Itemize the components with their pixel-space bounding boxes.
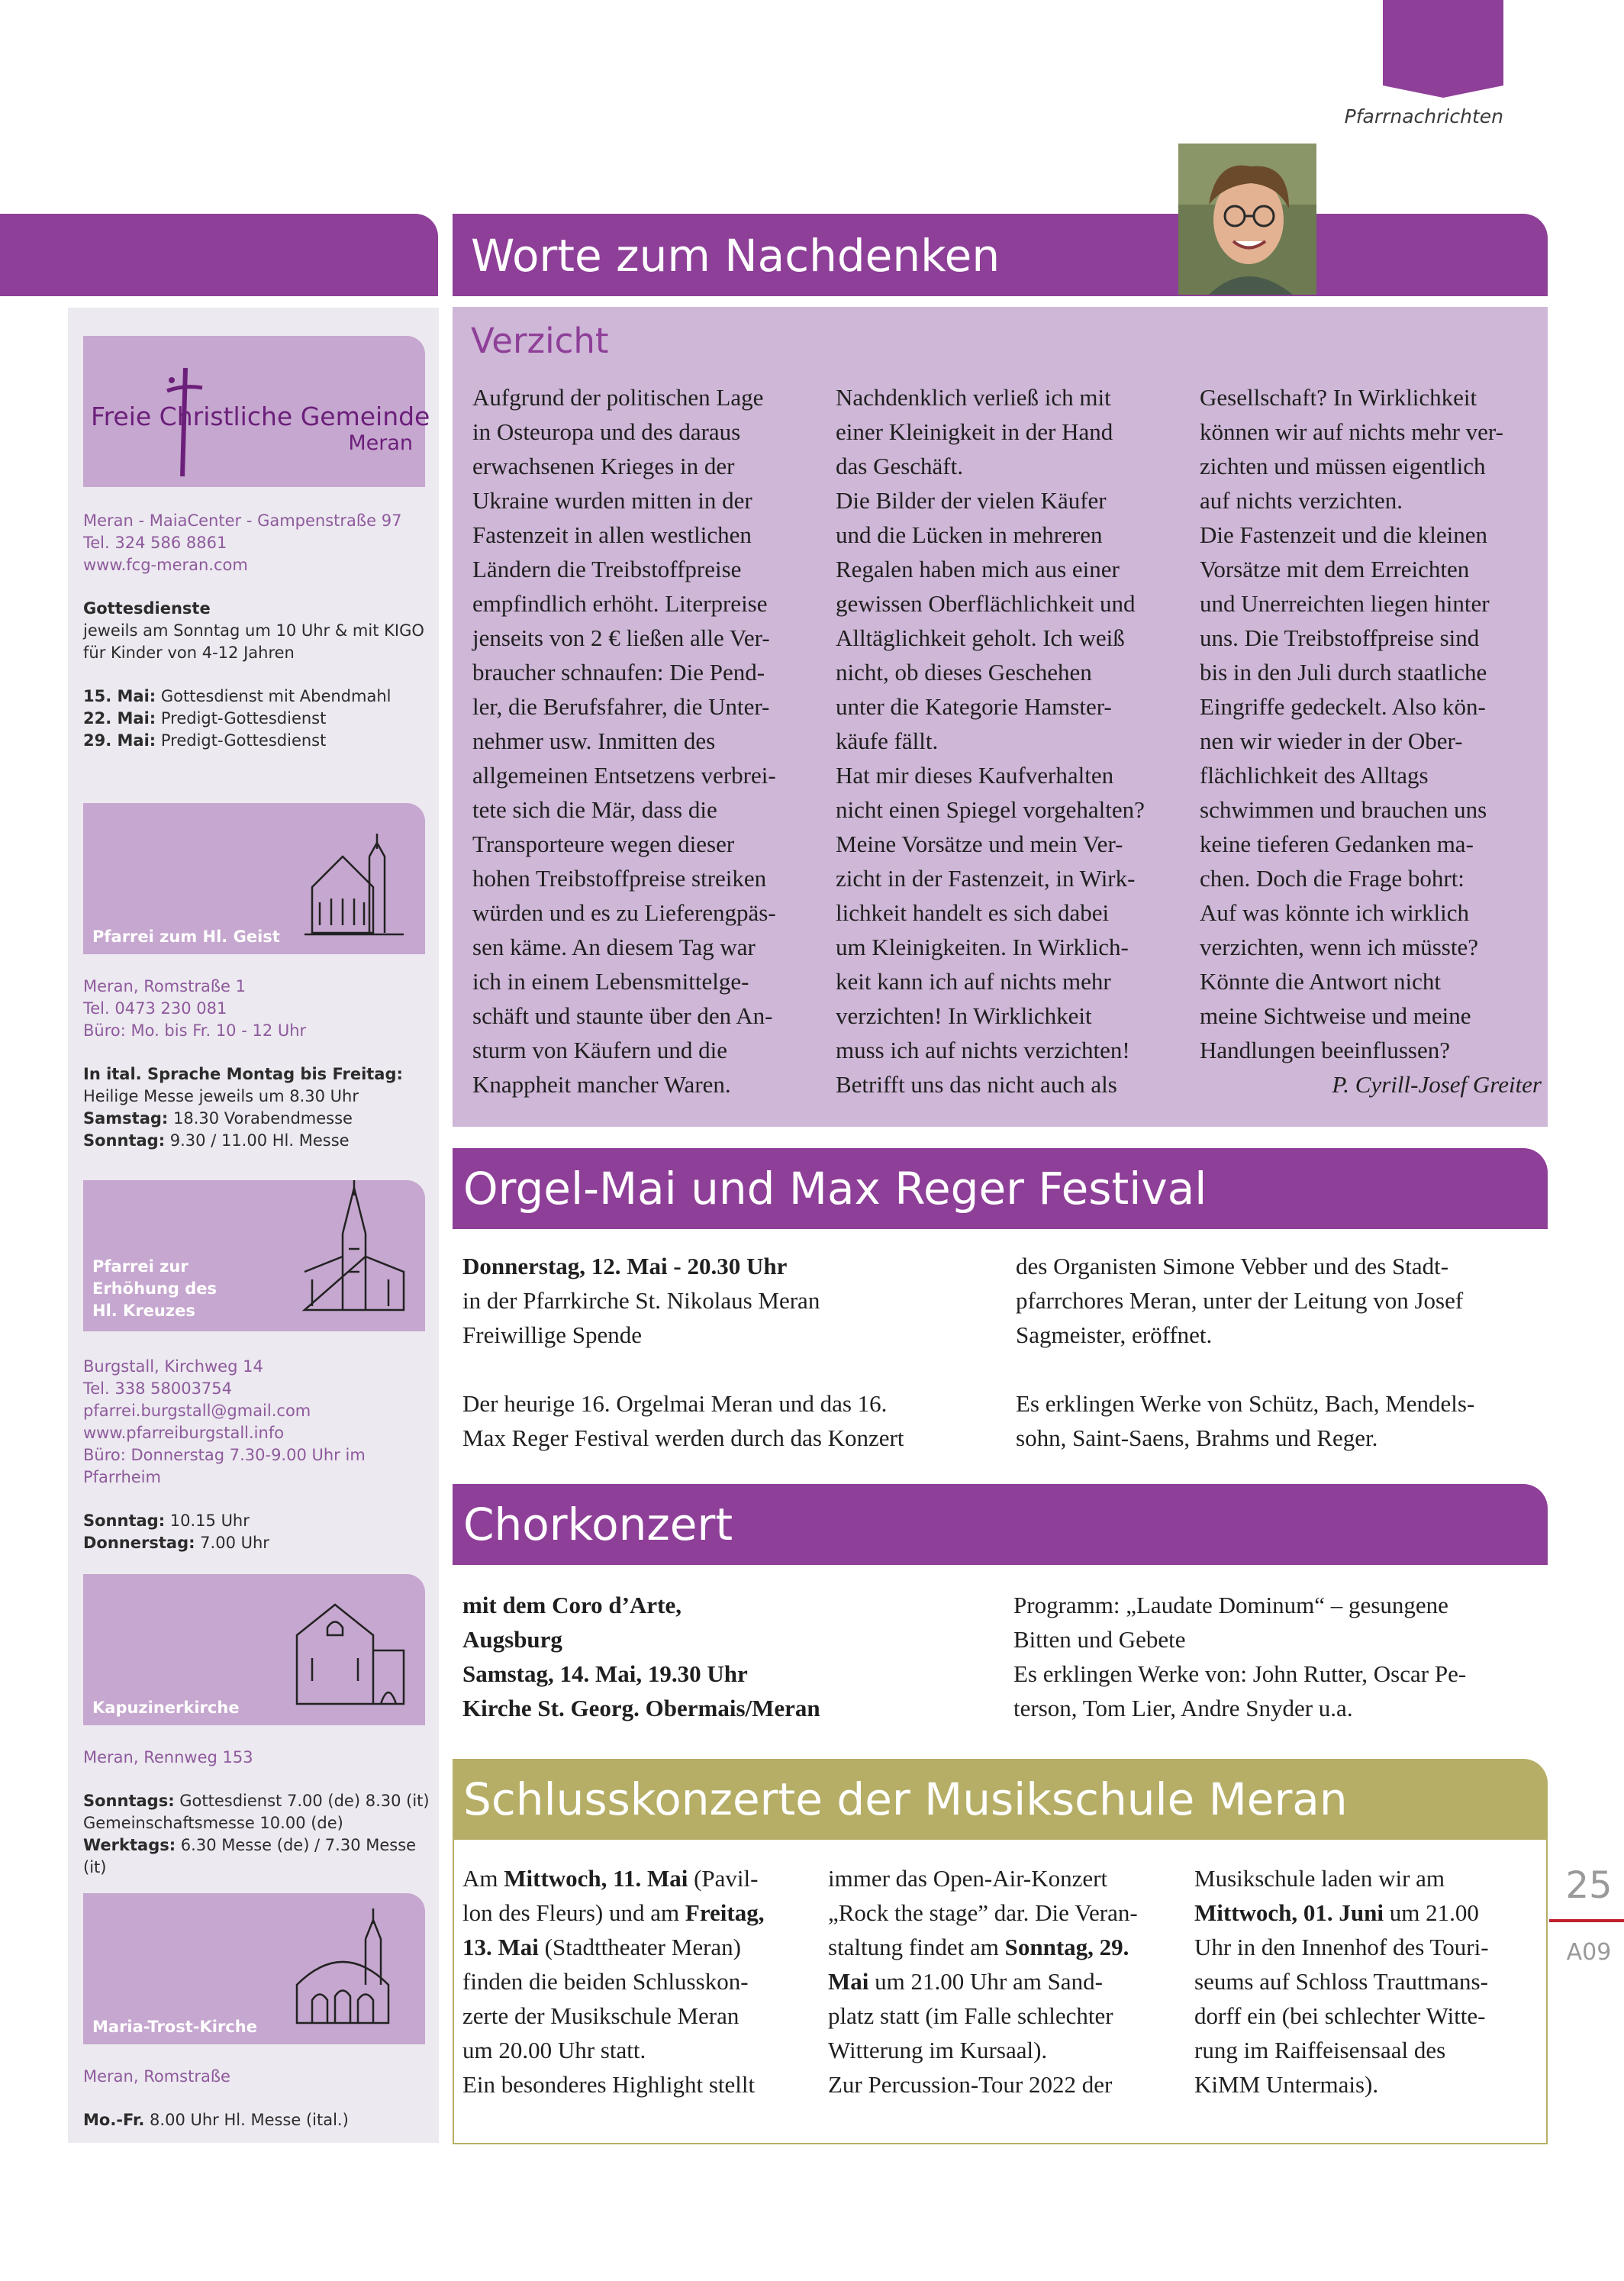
church-sketch-icon xyxy=(304,826,411,940)
worte-col3: Gesellschaft? In Wirklichkeit können wir auf nichts mehr ver- zichten und müssen eigentlich auf nichts verzichten. Die Fastenzeit und die kleinen Vorsätze mit dem Erreichten und Unerreichten liegen hinter uns. Die Treibstoffpreise sind bis in den Juli durch staatliche Eingriffe gedeckelt. Also kön- nen wir wieder in der Ober- flächlichkeit des Alltags schwimmen und brauchen uns keine tieferen Gedanken ma- chen. Doch die Frage bohrt: Auf was könnte ich wirklich verzichten, wenn ich müsste? Könnte die Antwort nicht meine Sichtweise und meine Handlungen beeinflussen? P. Cyrill-Josef Greiter xyxy=(1200,380,1542,1102)
fcg-services-title: Gottesdienste xyxy=(83,599,211,618)
kapuziner-info xyxy=(83,1747,434,1879)
author-photo xyxy=(1178,144,1316,295)
chor-col2: Programm: „Laudate Dominum“ – gesungene Bitten und Gebete Es erklingen Werke von: John Rutter, Oscar Pe- terson, Tom Lier, Andre Snyder u.a. xyxy=(1013,1592,1467,1721)
kapuziner-card xyxy=(83,1574,425,1725)
geist-info xyxy=(83,976,434,1152)
mariatrost-label: Maria-Trost-Kirche xyxy=(92,2018,257,2036)
kreuz-office: Büro: Donnerstag 7.30-9.00 Uhr im Pfarrheim xyxy=(83,1446,366,1486)
musik-col2: immer das Open-Air-Konzert „Rock the stage” dar. Die Veran- staltung findet am Sonntag, 29. Mai um 21.00 Uhr am Sand- platz statt (im Falle schlechter Witterung im Kursaal). Zur Percussion-Tour 2022 der xyxy=(828,1865,1138,2098)
kreuz-address: Burgstall, Kirchweg 14 xyxy=(83,1357,263,1376)
geist-card xyxy=(83,803,425,954)
kapuziner-label: Kapuzinerkirche xyxy=(92,1699,240,1717)
mariatrost-mo: Mo.-Fr. 8.00 Uhr Hl. Messe (ital.) xyxy=(83,2111,349,2129)
basilica-sketch-icon xyxy=(289,1908,411,2031)
church-tower-sketch-icon xyxy=(297,1180,411,1318)
orgel-col2: des Organisten Simone Vebber und des Stadt- pfarrchores Meran, unter der Leitung von Josef Sagmeister, eröffnet. Es erklingen Werke von Schütz, Bach, Mendels- sohn, Saint-Saens, Brahms und Reger. xyxy=(1016,1253,1475,1451)
geist-line1: Heilige Messe jeweils um 8.30 Uhr xyxy=(83,1087,359,1105)
mariatrost-address: Meran, Romstraße xyxy=(83,2067,230,2086)
chapel-sketch-icon xyxy=(289,1589,411,1712)
fcg-event: 22. Mai: Predigt-Gottesdienst xyxy=(83,709,327,728)
mariatrost-card xyxy=(83,1893,425,2044)
worte-col1: Aufgrund der politischen Lage in Osteuropa und des daraus erwachsenen Krieges in der Ukraine wurden mitten in der Fastenzeit in allen westlichen Ländern die Treibstoffpreise empfindlich erhöht. Literpreise jenseits von 2 € ließen alle Ver- braucher schnaufen: Die Pend- ler, die Berufsfahrer, die Unter- nehmer usw. Inmitten des allgemeinen Entsetzens verbrei- tete sich die Mär, dass die Transporteure wegen dieser hohen Treibstoffpreise streiken würden und es zu Lieferengpäs- sen käme. An diesem Tag war ich in einem Lebensmittelge- schäft und staunte über den An- sturm von Käufern und die Knappheit mancher Waren. xyxy=(472,384,776,1098)
geist-bold1: In ital. Sprache Montag bis Freitag: xyxy=(83,1065,403,1083)
chor-header xyxy=(453,1484,1548,1565)
page-rule xyxy=(1549,1919,1624,1922)
geist-address: Meran, Romstraße 1 xyxy=(83,977,246,995)
kreuz-tel[interactable]: Tel. 338 58003754 xyxy=(83,1379,233,1398)
orgel-title: Orgel-Mai und Max Reger Festival xyxy=(463,1163,1207,1215)
fcg-tel[interactable]: Tel. 324 586 8861 xyxy=(83,534,227,552)
fcg-logo-card xyxy=(83,336,430,487)
geist-sat: Samstag: 18.30 Vorabendmesse xyxy=(83,1109,353,1128)
orgel-header xyxy=(453,1148,1548,1229)
kapuziner-line2: Gemeinschaftsmesse 10.00 (de) xyxy=(83,1814,343,1832)
kreuz-thu: Donnerstag: 7.00 Uhr xyxy=(83,1534,269,1552)
fcg-logo xyxy=(91,402,430,455)
kapuziner-work: Werktags: 6.30 Messe (de) / 7.30 Messe (it) xyxy=(83,1836,417,1876)
worte-title: Worte zum Nachdenken xyxy=(471,230,1000,282)
geist-office: Büro: Mo. bis Fr. 10 - 12 Uhr xyxy=(83,1021,307,1040)
fcg-address: Meran - MaiaCenter - Gampenstraße 97 xyxy=(83,511,402,530)
orgel-col1: Donnerstag, 12. Mai - 20.30 Uhr in der Pfarrkirche St. Nikolaus Meran Freiwillige Spende Der heurige 16. Orgelmai Meran und das 16. Max Reger Festival werden durch das Konzert xyxy=(462,1249,997,1455)
musik-title: Schlusskonzerte der Musikschule Meran xyxy=(463,1773,1348,1825)
kreuz-sun: Sonntag: 10.15 Uhr xyxy=(83,1512,250,1530)
kreuz-label: Pfarrei zur Erhöhung des Hl. Kreuzes xyxy=(92,1257,218,1320)
kreuz-info xyxy=(83,1356,434,1554)
cross-logo-icon xyxy=(163,362,207,478)
worte-header xyxy=(453,214,1548,296)
kapuziner-address: Meran, Rennweg 153 xyxy=(83,1748,253,1766)
geist-label: Pfarrei zum Hl. Geist xyxy=(92,928,280,946)
page-code: A09 xyxy=(1566,1939,1612,1966)
fcg-event: 29. Mai: Predigt-Gottesdienst xyxy=(83,731,327,750)
chor-col1: mit dem Coro d’Arte, Augsburg Samstag, 14. Mai, 19.30 Uhr Kirche St. Georg. Obermais/Meran xyxy=(462,1592,820,1721)
author-portrait xyxy=(1178,144,1316,295)
fcg-web[interactable]: www.fcg-meran.com xyxy=(83,556,248,574)
geist-sun: Sonntag: 9.30 / 11.00 Hl. Messe xyxy=(83,1131,350,1150)
geist-tel[interactable]: Tel. 0473 230 081 xyxy=(83,999,227,1018)
worte-col2: Nachdenklich verließ ich mit einer Kleinigkeit in der Hand das Geschäft. Die Bilder der vielen Käufer und die Lücken in mehreren Regalen haben mich aus einer gewissen Oberflächlichkeit und Alltäglichkeit geholt. Ich weiß nicht, ob dieses Geschehen unter die Kategorie Hamster- käufe fällt. Hat mir dieses Kaufverhalten nicht einen Spiegel vorgehalten? Meine Vorsätze und mein Ver- zicht in der Fastenzeit, in Wirk- lichkeit handelt es sich dabei um Kleinigkeiten. In Wirklich- keit kann ich auf nichts mehr verzichten! In Wirklichkeit muss ich auf nichts verzichten! Betrifft uns das nicht auch als xyxy=(836,384,1145,1098)
page-number: 25 xyxy=(1565,1864,1613,1907)
kreuz-web[interactable]: www.pfarreiburgstall.info xyxy=(83,1424,285,1442)
musik-header xyxy=(453,1759,1548,1840)
worte-subtitle: Verzicht xyxy=(471,321,609,361)
section-label: Pfarrnachrichten xyxy=(1344,105,1503,127)
kreuz-email[interactable]: pfarrei.burgstall@gmail.com xyxy=(83,1402,311,1420)
mariatrost-info xyxy=(83,2066,434,2131)
orgel-date: Donnerstag, 12. Mai - 20.30 Uhr xyxy=(462,1253,788,1279)
worte-signature: P. Cyrill-Josef Greiter xyxy=(1332,1071,1542,1098)
chor-title: Chorkonzert xyxy=(463,1499,733,1550)
fcg-info xyxy=(83,510,434,752)
fcg-services-line1: jeweils am Sonntag um 10 Uhr & mit KIGO xyxy=(83,621,424,640)
fcg-services-line2: für Kinder von 4-12 Jahren xyxy=(83,644,295,662)
musik-col1: Am Mittwoch, 11. Mai (Pavil- lon des Fleurs) und am Freitag, 13. Mai (Stadttheater Meran) finden die beiden Schlusskon- zerte der Musikschule Meran um 20.00 Uhr statt. Ein besonderes Highlight stellt xyxy=(462,1865,765,2098)
kreuz-card xyxy=(83,1180,425,1331)
kapuziner-sun: Sonntags: Gottesdienst 7.00 (de) 8.30 (it) xyxy=(83,1792,430,1810)
fcg-logo-line1: Freie Christliche Gemeinde xyxy=(91,402,430,431)
left-header-band xyxy=(0,214,438,296)
musik-col3: Musikschule laden wir am Mittwoch, 01. Juni um 21.00 Uhr in den Innenhof des Touri- seums auf Schloss Trauttmans- dorff ein (bei schlechter Witte- rung im Raiffeisensaal des KiMM Untermais). xyxy=(1194,1865,1489,2098)
top-corner-tab xyxy=(1383,0,1503,98)
fcg-event: 15. Mai: Gottesdienst mit Abendmahl xyxy=(83,687,392,705)
fcg-logo-line2: Meran xyxy=(348,431,413,455)
